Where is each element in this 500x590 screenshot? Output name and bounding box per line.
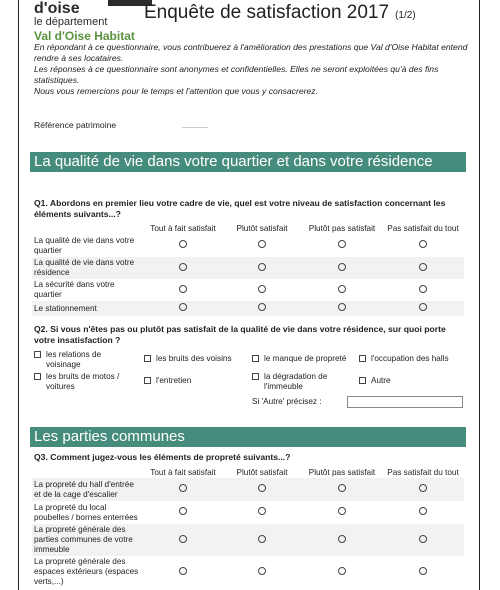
- radio-button[interactable]: [258, 263, 266, 271]
- checkbox-box[interactable]: [359, 377, 366, 384]
- q1-row-label: Le stationnement: [32, 301, 144, 316]
- intro-paragraph-1: En répondant à ce questionnaire, vous contribuerez à l'amélioration des prestations que Val d'Oise Habitat entend rendre à ses locataires.: [34, 42, 468, 63]
- section-quality-of-life: La qualité de vie dans votre quartier et dans votre résidence: [30, 152, 466, 172]
- intro-paragraph-3: Nous vous remercions pour le temps et l'attention que vous y consacrerez.: [34, 86, 318, 96]
- title-text: Enquête de satisfaction 2017: [144, 2, 390, 23]
- radio-button[interactable]: [258, 240, 266, 248]
- q3-col-1: Tout à fait satisfait: [150, 467, 216, 477]
- radio-button[interactable]: [258, 484, 266, 492]
- radio-button[interactable]: [338, 535, 346, 543]
- checkbox-label: les relations de voisinage: [46, 350, 102, 369]
- other-label: Si 'Autre' précisez :: [252, 397, 322, 406]
- q1-row-label: La sécurité dans votre quartier: [34, 280, 115, 299]
- q3-col-2: Plutôt satisfait: [236, 467, 288, 477]
- radio-button[interactable]: [419, 484, 427, 492]
- logo-line-3: Val d'Oise Habitat: [34, 29, 135, 43]
- logo-line-1: d'oise: [34, 0, 80, 17]
- checkbox-box[interactable]: [34, 351, 41, 358]
- table-row: [32, 501, 464, 524]
- radio-button[interactable]: [338, 303, 346, 311]
- radio-button[interactable]: [179, 240, 187, 248]
- radio-button[interactable]: [179, 263, 187, 271]
- q2-text: Q2. Si vous n'êtes pas ou plutôt pas satisfait de la qualité de vie dans votre résidence, sur quoi porte votre insatisfaction ?: [34, 324, 446, 345]
- radio-button[interactable]: [258, 567, 266, 575]
- q1-row-label: La qualité de vie dans votre quartier: [34, 235, 135, 255]
- intro-paragraph-2: Les réponses à ce questionnaire sont anonymes et confidentielles. Elles ne seront exploitées qu'à des fins statistiques.: [34, 64, 439, 85]
- q1-col-2: Plutôt satisfait: [236, 223, 288, 233]
- table-row: [32, 301, 464, 316]
- q1-row-label: La qualité de vie dans votre résidence: [32, 257, 144, 279]
- radio-button[interactable]: [338, 567, 346, 575]
- q1-col-1: Tout à fait satisfait: [150, 223, 216, 233]
- checkbox-box[interactable]: [34, 373, 41, 380]
- reference-label: Référence patrimoine: [34, 120, 117, 130]
- radio-button[interactable]: [179, 567, 187, 575]
- table-row: [32, 556, 464, 588]
- q3-text: Q3. Comment jugez-vous les éléments de propreté suivants...?: [34, 452, 291, 462]
- radio-button[interactable]: [419, 240, 427, 248]
- radio-button[interactable]: [179, 484, 187, 492]
- q3-col-4: Pas satisfait du tout: [387, 467, 459, 477]
- table-row: [32, 524, 464, 556]
- page-indicator: (1/2): [395, 10, 416, 21]
- radio-button[interactable]: [338, 285, 346, 293]
- checkbox-box[interactable]: [144, 377, 151, 384]
- checkbox-box[interactable]: [252, 355, 259, 362]
- q3-col-3: Plutôt pas satisfait: [308, 467, 376, 477]
- radio-button[interactable]: [258, 507, 266, 515]
- checkbox-label: la dégradation de l'immeuble: [264, 372, 328, 391]
- radio-button[interactable]: [179, 303, 187, 311]
- radio-button[interactable]: [258, 535, 266, 543]
- radio-button[interactable]: [419, 303, 427, 311]
- section-common-areas: Les parties communes: [30, 427, 466, 447]
- q3-row-label: La propreté générale des parties communes de votre immeuble: [32, 524, 144, 556]
- q1-col-4: Pas satisfait du tout: [387, 223, 459, 233]
- radio-button[interactable]: [179, 285, 187, 293]
- radio-button[interactable]: [338, 507, 346, 515]
- radio-button[interactable]: [338, 263, 346, 271]
- q3-header-blank: [32, 466, 144, 478]
- radio-button[interactable]: [338, 484, 346, 492]
- q3-row-label: La propreté du local poubelles / bornes enterrées: [34, 502, 138, 522]
- page-title: [144, 2, 416, 24]
- table-row: [32, 478, 464, 501]
- radio-button[interactable]: [419, 263, 427, 271]
- checkbox-label: les bruits des voisins: [156, 354, 232, 363]
- checkbox-box[interactable]: [144, 355, 151, 362]
- intro-text: [34, 42, 474, 97]
- checkbox-label: le manque de propreté: [264, 354, 347, 363]
- checkbox-label: l'occupation des halls: [371, 354, 449, 363]
- checkbox-label: Autre: [371, 376, 391, 385]
- other-input[interactable]: [347, 396, 463, 408]
- radio-button[interactable]: [338, 240, 346, 248]
- radio-button[interactable]: [419, 507, 427, 515]
- table-row: [32, 257, 464, 279]
- checkbox-label: l'entretien: [156, 376, 192, 385]
- checkbox-label: les bruits de motos / voitures: [46, 372, 120, 391]
- logo-line-2: le département: [34, 16, 108, 28]
- radio-button[interactable]: [179, 507, 187, 515]
- table-row: [32, 234, 464, 257]
- table-row: [32, 279, 464, 301]
- checkbox-box[interactable]: [359, 355, 366, 362]
- radio-button[interactable]: [419, 535, 427, 543]
- radio-button[interactable]: [258, 303, 266, 311]
- checkbox-box[interactable]: [252, 373, 259, 380]
- radio-button[interactable]: [419, 285, 427, 293]
- radio-button[interactable]: [258, 285, 266, 293]
- radio-button[interactable]: [179, 535, 187, 543]
- radio-button[interactable]: [419, 567, 427, 575]
- q3-row-label: La propreté générale des espaces extérieurs (espaces verts,...): [34, 557, 139, 586]
- q3-row-label: La propreté du hall d'entrée et de la cage d'escalier: [32, 478, 144, 501]
- q3-table: [32, 466, 464, 588]
- q1-table: [32, 222, 464, 316]
- logo: [34, 0, 144, 43]
- q1-text: Q1. Abordons en premier lieu votre cadre de vie, quel est votre niveau de satisfaction concernant les éléments suivants...?: [34, 198, 446, 219]
- q1-col-3: Plutôt pas satisfait: [308, 223, 376, 233]
- q1-header-blank: [32, 222, 144, 234]
- reference-field[interactable]: [182, 127, 208, 128]
